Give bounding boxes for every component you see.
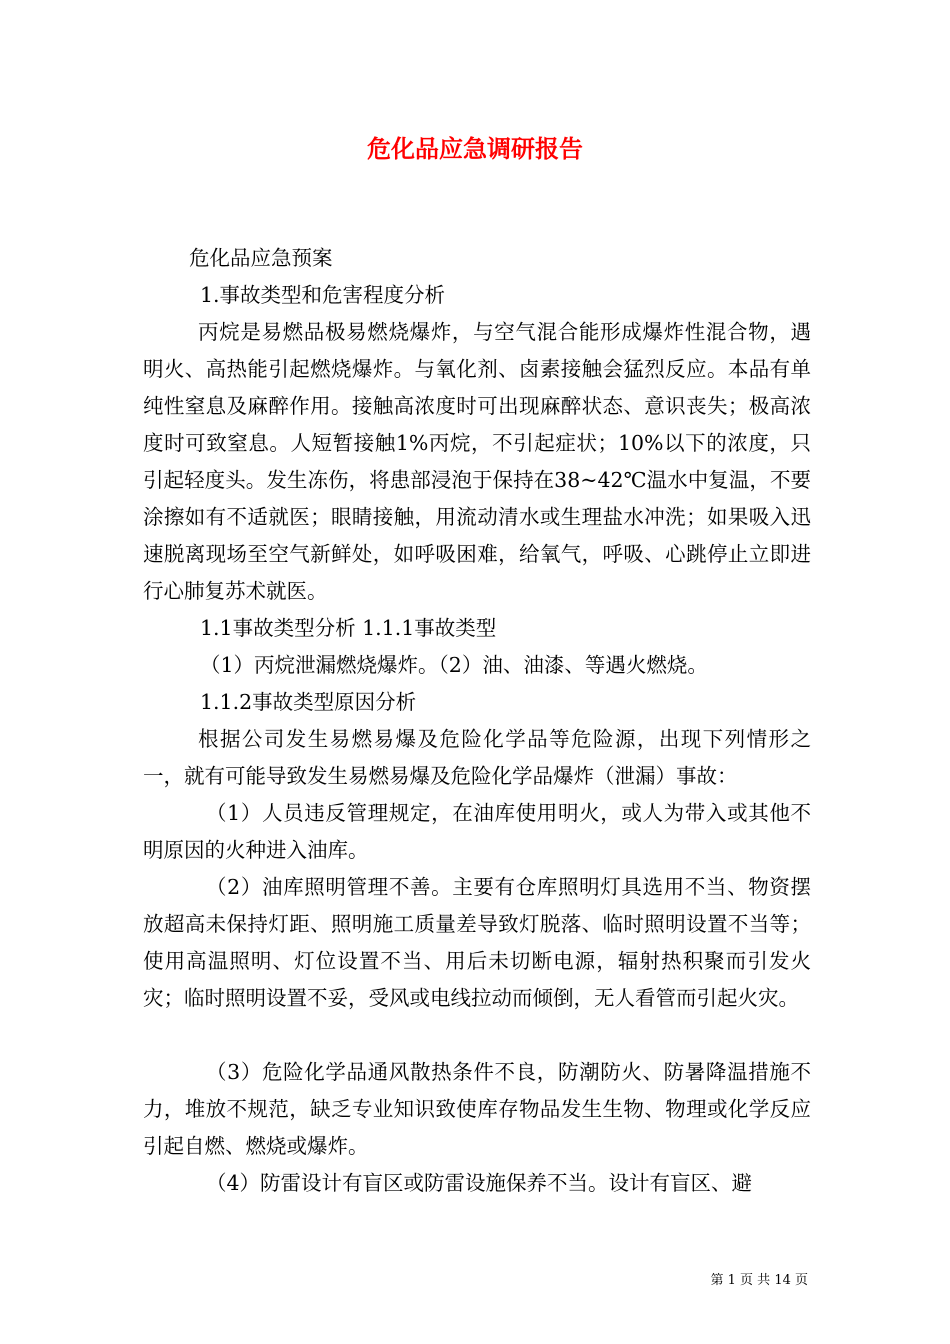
paragraph: （1）人员违反管理规定，在油库使用明火，或人为带入或其他不明原因的火种进入油库。 [143, 801, 811, 862]
paragraph: 丙烷是易燃品极易燃烧爆炸，与空气混合能形成爆炸性混合物，遇明火、高热能引起燃烧爆炸。与氧化剂、卤素接触会猛烈反应。本品有单纯性窒息及麻醉作用。接触高浓度时可出现麻醉状态、意识丧失；极高浓度时可致窒息。人短暂接触1%丙烷，不引起症状；10%以下的浓度，只引起轻度头。发生冻伤，将患部浸泡于保持在38~42℃温水中复温，不要涂擦如有不适就医；眼睛接触，用流动清水或生理盐水冲洗；如果吸入迅速脱离现场至空气新鲜处，如呼吸困难，给氧气，呼吸、心跳停止立即进行心肺复苏术就医。 [143, 320, 811, 603]
paragraph: （4）防雷设计有盲区或防雷设施保养不当。设计有盲区、避 [206, 1171, 753, 1195]
paragraph: （2）油库照明管理不善。主要有仓库照明灯具选用不当、物资摆放超高未保持灯距、照明施工质量差导致灯脱落、临时照明设置不当等；使用高温照明、灯位设置不当、用后未切断电源，辐射热积聚而引发火灾；临时照明设置不妥，受风或电线拉动而倾倒，无人看管而引起火灾。 [143, 875, 811, 1010]
paragraph: （1）丙烷泄漏燃烧爆炸。（2）油、油漆、等遇火燃烧。 [200, 653, 708, 677]
section-heading: 1.事故类型和危害程度分析 [200, 283, 446, 307]
paragraph: 根据公司发生易燃易爆及危险化学品等危险源，出现下列情形之一，就有可能导致发生易燃易爆及危险化学品爆炸（泄漏）事故： [143, 727, 811, 788]
section-heading: 1.1.2事故类型原因分析 [200, 690, 417, 714]
paragraph-heading: 危化品应急预案 [189, 246, 333, 270]
document-title: 危化品应急调研报告 [367, 134, 583, 163]
section-heading: 1.1事故类型分析 1.1.1事故类型 [200, 616, 497, 640]
paragraph: （3）危险化学品通风散热条件不良，防潮防火、防暑降温措施不力，堆放不规范，缺乏专业知识致使库存物品发生生物、物理或化学反应引起自燃、燃烧或爆炸。 [143, 1060, 811, 1158]
page-number: 第 1 页 共 14 页 [710, 1273, 808, 1288]
